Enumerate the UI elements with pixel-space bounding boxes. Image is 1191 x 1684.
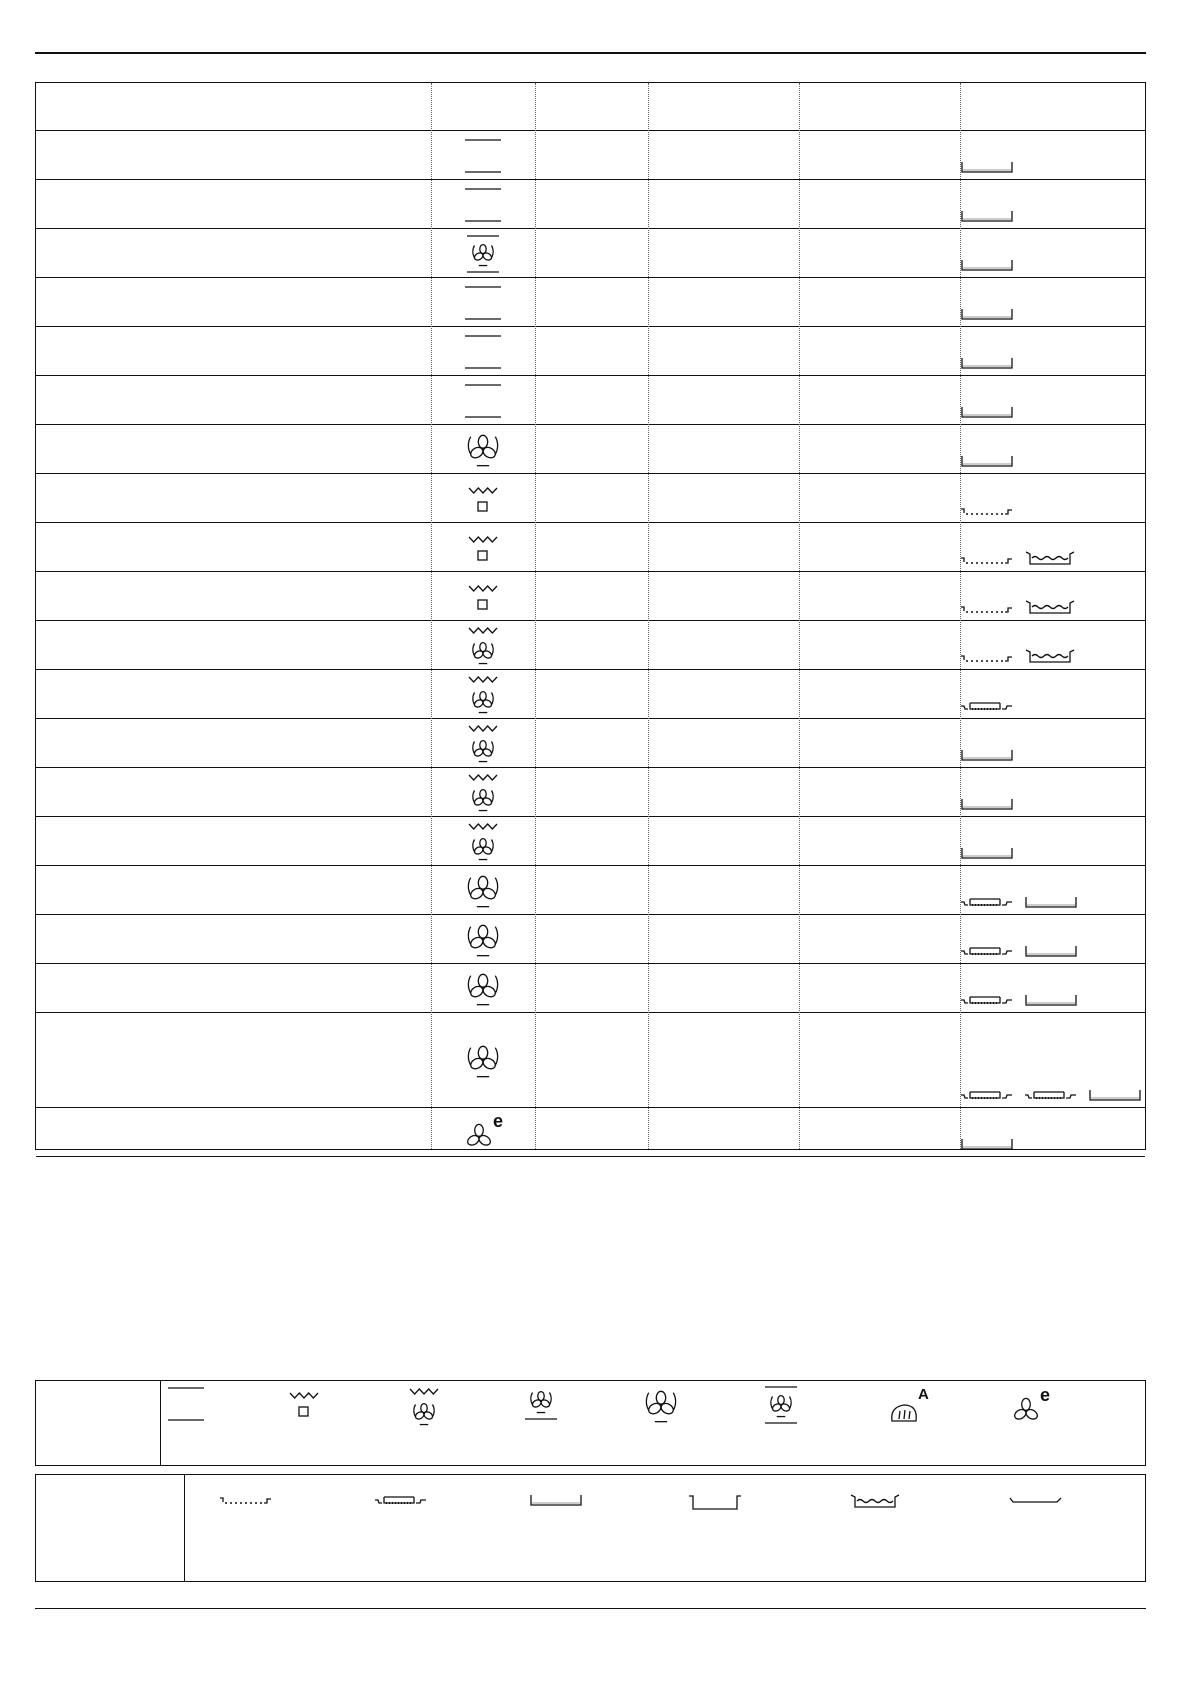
baking-tray-icon bbox=[960, 846, 1014, 860]
drip-pan-icon bbox=[1024, 550, 1078, 566]
baking-tray-icon bbox=[960, 454, 1014, 468]
accessory-cell bbox=[960, 1108, 1141, 1151]
accessory-cell bbox=[960, 474, 1141, 517]
svg-text:e: e bbox=[1040, 1385, 1051, 1405]
grill-fan-icon bbox=[461, 820, 505, 864]
flat-tray-icon bbox=[1009, 1494, 1063, 1506]
heating-mode-cell bbox=[431, 180, 535, 229]
accessory-cell bbox=[960, 376, 1141, 419]
legend-heating-modes bbox=[35, 1380, 1146, 1466]
top-bottom-heat-icon bbox=[461, 186, 505, 224]
heating-mode-cell bbox=[431, 1013, 535, 1108]
column-divider bbox=[960, 83, 961, 1149]
wire-rack-icon bbox=[960, 505, 1014, 517]
hot-air-fan-icon bbox=[461, 870, 505, 912]
baking-tray-icon bbox=[960, 405, 1014, 419]
grill-grid-icon bbox=[374, 1493, 428, 1507]
top-bottom-heat-icon bbox=[461, 382, 505, 420]
table-row bbox=[36, 768, 1145, 817]
legend-mode-item bbox=[639, 1385, 683, 1432]
svg-text:A: A bbox=[918, 1386, 929, 1403]
hot-air-fan-icon bbox=[461, 429, 505, 471]
baking-tray-icon bbox=[1024, 944, 1078, 958]
top-bottom-heat-icon bbox=[461, 333, 505, 371]
hot-air-fan-icon bbox=[461, 919, 505, 961]
baking-tray-icon bbox=[1088, 1088, 1142, 1102]
accessory-cell bbox=[960, 327, 1141, 370]
grill-fan-icon bbox=[461, 722, 505, 766]
hot-air-fan-icon bbox=[461, 968, 505, 1010]
heating-mode-cell bbox=[431, 1108, 535, 1157]
column-divider bbox=[799, 83, 800, 1149]
heating-mode-cell bbox=[431, 817, 535, 866]
heating-mode-cell bbox=[431, 376, 535, 425]
accessory-cell bbox=[960, 719, 1141, 762]
grill-fan-icon bbox=[402, 1385, 446, 1429]
heating-mode-cell bbox=[431, 474, 535, 523]
table-row bbox=[36, 131, 1145, 180]
grill-fan-icon bbox=[461, 771, 505, 815]
heating-mode-cell bbox=[431, 866, 535, 915]
baking-tray-icon bbox=[960, 356, 1014, 370]
grill-grid-icon bbox=[1024, 1088, 1078, 1102]
table-row bbox=[36, 327, 1145, 376]
grill-small-area-icon bbox=[461, 578, 505, 616]
table-row bbox=[36, 817, 1145, 866]
heating-mode-cell bbox=[431, 523, 535, 572]
legend-divider bbox=[160, 1381, 161, 1465]
accessory-cell bbox=[960, 964, 1141, 1007]
baking-tray-icon bbox=[960, 748, 1014, 762]
column-divider bbox=[648, 83, 649, 1149]
svg-text:e: e bbox=[493, 1110, 504, 1131]
bottom-rule bbox=[35, 1608, 1146, 1609]
column-divider bbox=[535, 83, 536, 1149]
table-row bbox=[36, 670, 1145, 719]
baking-tray-icon bbox=[529, 1493, 583, 1507]
fan-top-bottom-heat-icon bbox=[759, 1385, 803, 1425]
heating-mode-cell bbox=[431, 670, 535, 719]
drip-pan-icon bbox=[1024, 648, 1078, 664]
heating-mode-cell bbox=[431, 621, 535, 670]
grill-small-area-icon bbox=[461, 529, 505, 567]
top-bottom-heat-icon bbox=[461, 137, 505, 175]
table-row bbox=[36, 719, 1145, 768]
grill-grid-icon bbox=[960, 1088, 1014, 1102]
legend-mode-item bbox=[1004, 1385, 1056, 1434]
bread-auto-icon bbox=[884, 1385, 936, 1429]
legend-divider bbox=[184, 1475, 185, 1581]
deep-tray-icon bbox=[689, 1493, 743, 1511]
baking-tray-icon bbox=[960, 160, 1014, 174]
heating-mode-cell bbox=[431, 768, 535, 817]
heating-mode-cell bbox=[431, 229, 535, 278]
table-row bbox=[36, 180, 1145, 229]
accessory-cell bbox=[960, 621, 1141, 664]
heating-mode-cell bbox=[431, 327, 535, 376]
legend-accessory-item bbox=[1009, 1493, 1063, 1511]
table-row bbox=[36, 572, 1145, 621]
grill-grid-icon bbox=[960, 993, 1014, 1007]
top-rule bbox=[35, 52, 1146, 54]
drip-pan-icon bbox=[1024, 599, 1078, 615]
drip-pan-icon bbox=[849, 1493, 903, 1509]
accessory-cell bbox=[960, 523, 1141, 566]
table-row bbox=[36, 1108, 1145, 1157]
accessory-cell bbox=[960, 229, 1141, 272]
table-row bbox=[36, 278, 1145, 327]
wire-rack-icon bbox=[960, 554, 1014, 566]
grill-small-area-icon bbox=[461, 480, 505, 518]
heating-mode-cell bbox=[431, 425, 535, 474]
table-row bbox=[36, 523, 1145, 572]
accessory-cell bbox=[960, 817, 1141, 860]
table-row bbox=[36, 964, 1145, 1013]
baking-tray-icon bbox=[960, 307, 1014, 321]
accessory-cell bbox=[960, 425, 1141, 468]
cooking-table bbox=[35, 82, 1146, 1150]
accessory-cell bbox=[960, 278, 1141, 321]
accessory-cell bbox=[960, 180, 1141, 223]
table-row bbox=[36, 866, 1145, 915]
hot-air-fan-icon bbox=[461, 1040, 505, 1082]
top-bottom-heat-icon bbox=[461, 284, 505, 322]
accessory-cell bbox=[960, 915, 1141, 958]
heating-mode-cell bbox=[431, 915, 535, 964]
legend-accessory-item bbox=[374, 1493, 428, 1512]
legend-accessory-item bbox=[849, 1493, 903, 1514]
wire-rack-icon bbox=[960, 652, 1014, 664]
heating-mode-cell bbox=[431, 964, 535, 1013]
legend-accessory-item bbox=[219, 1493, 273, 1511]
baking-tray-icon bbox=[1024, 895, 1078, 909]
table-row bbox=[36, 425, 1145, 474]
legend-mode-item bbox=[884, 1385, 936, 1434]
grill-small-area-icon bbox=[282, 1385, 326, 1423]
legend-mode-item bbox=[759, 1385, 803, 1430]
top-bottom-heat-icon bbox=[164, 1385, 208, 1423]
legend-mode-item bbox=[519, 1385, 563, 1426]
accessory-cell bbox=[960, 131, 1141, 174]
baking-tray-icon bbox=[960, 209, 1014, 223]
hot-air-fan-icon bbox=[639, 1385, 683, 1427]
legend-mode-item bbox=[402, 1385, 446, 1434]
heating-mode-cell bbox=[431, 278, 535, 327]
grill-grid-icon bbox=[960, 699, 1014, 713]
accessory-cell bbox=[960, 768, 1141, 811]
eco-fan-icon bbox=[1004, 1385, 1056, 1429]
table-header-row bbox=[36, 83, 1145, 131]
legend-accessory-item bbox=[689, 1493, 743, 1516]
heating-mode-cell bbox=[431, 719, 535, 768]
grill-fan-icon bbox=[461, 673, 505, 717]
fan-top-bottom-heat-icon bbox=[461, 234, 505, 274]
legend-mode-item bbox=[164, 1385, 208, 1428]
baking-tray-icon bbox=[960, 1137, 1014, 1151]
eco-fan-icon bbox=[457, 1111, 509, 1155]
baking-tray-icon bbox=[1024, 993, 1078, 1007]
accessory-cell bbox=[960, 1013, 1141, 1102]
wire-rack-icon bbox=[960, 603, 1014, 615]
legend-mode-item bbox=[282, 1385, 326, 1428]
accessory-cell bbox=[960, 572, 1141, 615]
table-row bbox=[36, 621, 1145, 670]
table-row bbox=[36, 376, 1145, 425]
accessory-cell bbox=[960, 670, 1141, 713]
table-row bbox=[36, 915, 1145, 964]
table-row bbox=[36, 1013, 1145, 1108]
heating-mode-cell bbox=[431, 572, 535, 621]
wire-rack-icon bbox=[219, 1494, 273, 1506]
baking-tray-icon bbox=[960, 258, 1014, 272]
legend-accessories bbox=[35, 1474, 1146, 1582]
grill-fan-icon bbox=[461, 624, 505, 668]
heating-mode-cell bbox=[431, 131, 535, 180]
legend-accessory-item bbox=[529, 1493, 583, 1512]
column-divider bbox=[431, 83, 432, 1149]
grill-grid-icon bbox=[960, 944, 1014, 958]
fan-bottom-heat-icon bbox=[519, 1385, 563, 1421]
table-row bbox=[36, 474, 1145, 523]
grill-grid-icon bbox=[960, 895, 1014, 909]
baking-tray-icon bbox=[960, 797, 1014, 811]
table-row bbox=[36, 229, 1145, 278]
accessory-cell bbox=[960, 866, 1141, 909]
